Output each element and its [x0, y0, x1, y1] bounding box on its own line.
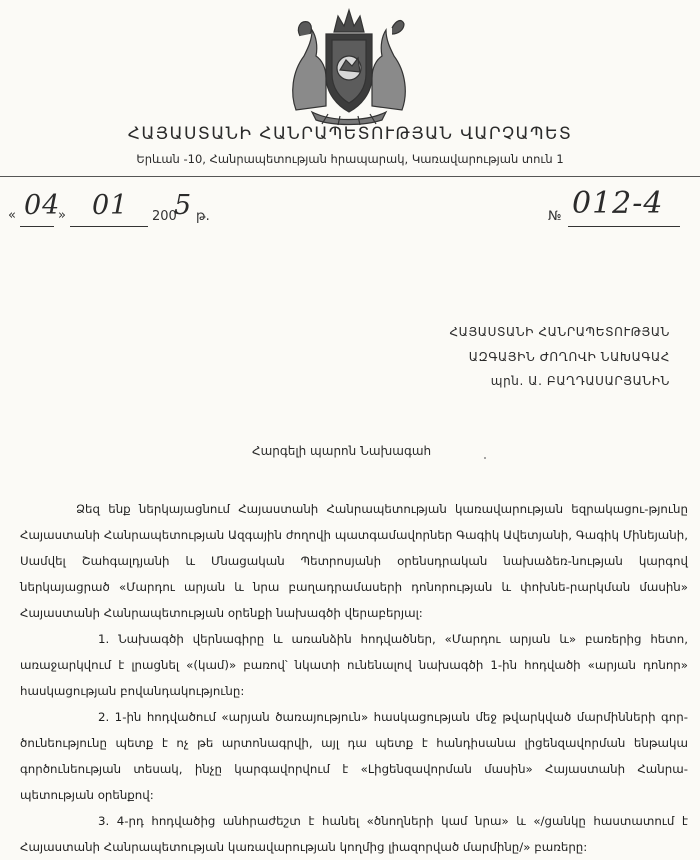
letter-body — [20, 496, 688, 860]
body-paragraph-point-1: 1. Նախագծի վերնագիրը և առանձին հոդվածներ, «Մարդու արյան և» բառերից հետո, առաջարկվում է լրացնել «(կամ)» բառով՝ նկատի ունենալով նախագծի 1-ին հոդվածի «արյան դոնոր» հասկացության բովանդակությունը: — [20, 632, 688, 698]
recipient-line-3: պրն. Ա. ԲԱՂԴԱՍԱՐՅԱՆԻՆ — [490, 374, 670, 388]
document-number-blank — [568, 226, 680, 227]
date-month-blank — [70, 226, 148, 227]
letterhead-divider — [0, 176, 700, 177]
recipient-line-2: ԱԶԳԱՅԻՆ ԺՈՂՈՎԻ ՆԱԽԱԳԱՀ — [468, 349, 670, 364]
salutation: Հարգելի պարոն Նախագահ — [252, 444, 432, 458]
date-day: 04 — [24, 190, 61, 221]
recipient-block — [449, 320, 670, 394]
date-year-digit: 5 — [174, 190, 193, 221]
coat-of-arms-emblem — [282, 2, 416, 126]
document-number-prefix: № — [548, 209, 562, 224]
date-year-suffix: թ. — [196, 209, 210, 224]
recipient-line-1: ՀԱՅԱՍՏԱՆԻ ՀԱՆՐԱՊԵՏՈՒԹՅԱՆ — [449, 325, 670, 339]
document-number: 012-4 — [572, 186, 664, 221]
date-close-quote: » — [58, 208, 66, 223]
letterhead-address: Երևան -10, Հանրապետության հրապարակ, Կառավարության տուն 1 — [136, 152, 564, 166]
date-day-blank — [20, 226, 54, 227]
letterhead-title: ՀԱՅԱՍՏԱՆԻ ՀԱՆՐԱՊԵՏՈՒԹՅԱՆ ՎԱՐՉԱՊԵՏ — [127, 124, 573, 144]
date-open-quote: « — [8, 208, 16, 223]
date-month: 01 — [92, 190, 129, 221]
body-paragraph-intro: Ձեզ ենք ներկայացնում Հայաստանի Հանրապետության կառավարության եզրակացու-թյունը Հայաստանի Հանրապետության Ազգային ժողովի պատգամավորներ Գագիկ Ավետյանի, Գագիկ Մինեյանի, Սամվել Շահգալդյանի և Մնացական Պետրոսյանի օրենսդրական նախաձեռ-նության կարգով ներկայացրած «Մարդու արյան և նրա բաղադրամասերի դոնորության և փոխնե-րարկման մասին» Հայաստանի Հանրապետության օրենքի նախագծի վերաբերյալ: — [20, 502, 688, 620]
date-year-prefix: 200 — [152, 209, 177, 224]
scan-speck — [484, 457, 486, 459]
body-paragraph-point-3: 3. 4-րդ հոդվածից անհրաժեշտ է հանել «ծնողների կամ նրա» և «/ցանկը հաստատում է Հայաստանի Հանրապետության կառավարության կողմից լիազորված մարմինը/» բառերը: — [20, 814, 688, 854]
body-paragraph-point-2: 2. 1-ին հոդվածում «արյան ծառայություն» հասկացության մեջ թվարկված մարմինների գոր-ծունեությունը պետք է ոչ թե արտոնագրվի, այլ դա պետք է հանդիսանա լիցենզավորման ենթակա գործունեության տեսակ, ինչը կարգավորվում է «Լիցենզավորման մասին» Հայաստանի Հանրա-պետության օրենքով: — [20, 710, 688, 802]
date-number-row — [8, 186, 698, 232]
